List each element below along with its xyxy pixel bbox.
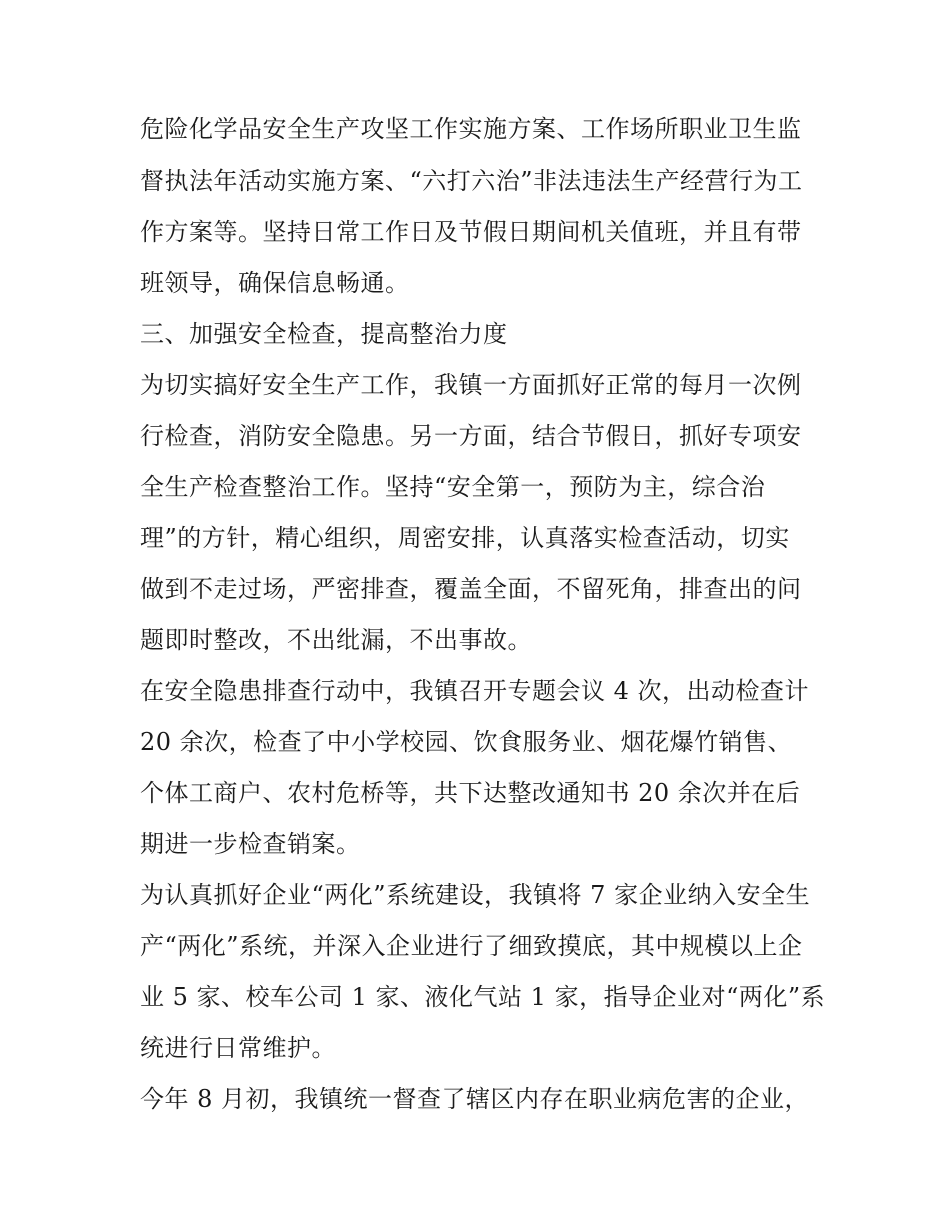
text-line: 危险化学品安全生产攻坚工作实施方案、工作场所职业卫生监 bbox=[140, 115, 802, 143]
text-line: 20 余次，检查了中小学校园、饮食服务业、烟花爆竹销售、 bbox=[140, 728, 793, 756]
text-line: 期进一步检查销案。 bbox=[140, 830, 361, 858]
section-heading: 三、加强安全检查，提高整治力度 bbox=[140, 320, 508, 348]
text-line: 班领导，确保信息畅通。 bbox=[140, 269, 410, 297]
text-line: 今年 8 月初，我镇统一督查了辖区内存在职业病危害的企业， bbox=[140, 1085, 810, 1113]
text-line: 全生产检查整治工作。坚持“安全第一，预防为主，综合治 bbox=[140, 473, 766, 501]
text-line: 行检查，消防安全隐患。另一方面，结合节假日，抓好专项安 bbox=[140, 422, 802, 450]
text-line: 为认真抓好企业“两化”系统建设，我镇将 7 家企业纳入安全生 bbox=[140, 881, 811, 909]
text-line: 在安全隐患排查行动中，我镇召开专题会议 4 次，出动检查计 bbox=[140, 677, 810, 705]
text-line: 题即时整改，不出纰漏，不出事故。 bbox=[140, 626, 532, 654]
text-line: 个体工商户、农村危桥等，共下达整改通知书 20 余次并在后 bbox=[140, 779, 801, 807]
text-line: 作方案等。坚持日常工作日及节假日期间机关值班，并且有带 bbox=[140, 218, 802, 246]
text-line: 做到不走过场，严密排查，覆盖全面，不留死角，排查出的问 bbox=[140, 575, 802, 603]
text-line: 统进行日常维护。 bbox=[140, 1034, 336, 1062]
text-line: 产“两化”系统，并深入企业进行了细致摸底，其中规模以上企 bbox=[140, 932, 803, 960]
text-line: 为切实搞好安全生产工作，我镇一方面抓好正常的每月一次例 bbox=[140, 371, 802, 399]
text-line: 理”的方针，精心组织，周密安排，认真落实检查活动，切实 bbox=[140, 524, 790, 552]
text-line: 督执法年活动实施方案、“六打六治”非法违法生产经营行为工 bbox=[140, 167, 803, 195]
text-line: 业 5 家、校车公司 1 家、液化气站 1 家，指导企业对“两化”系 bbox=[140, 983, 826, 1011]
